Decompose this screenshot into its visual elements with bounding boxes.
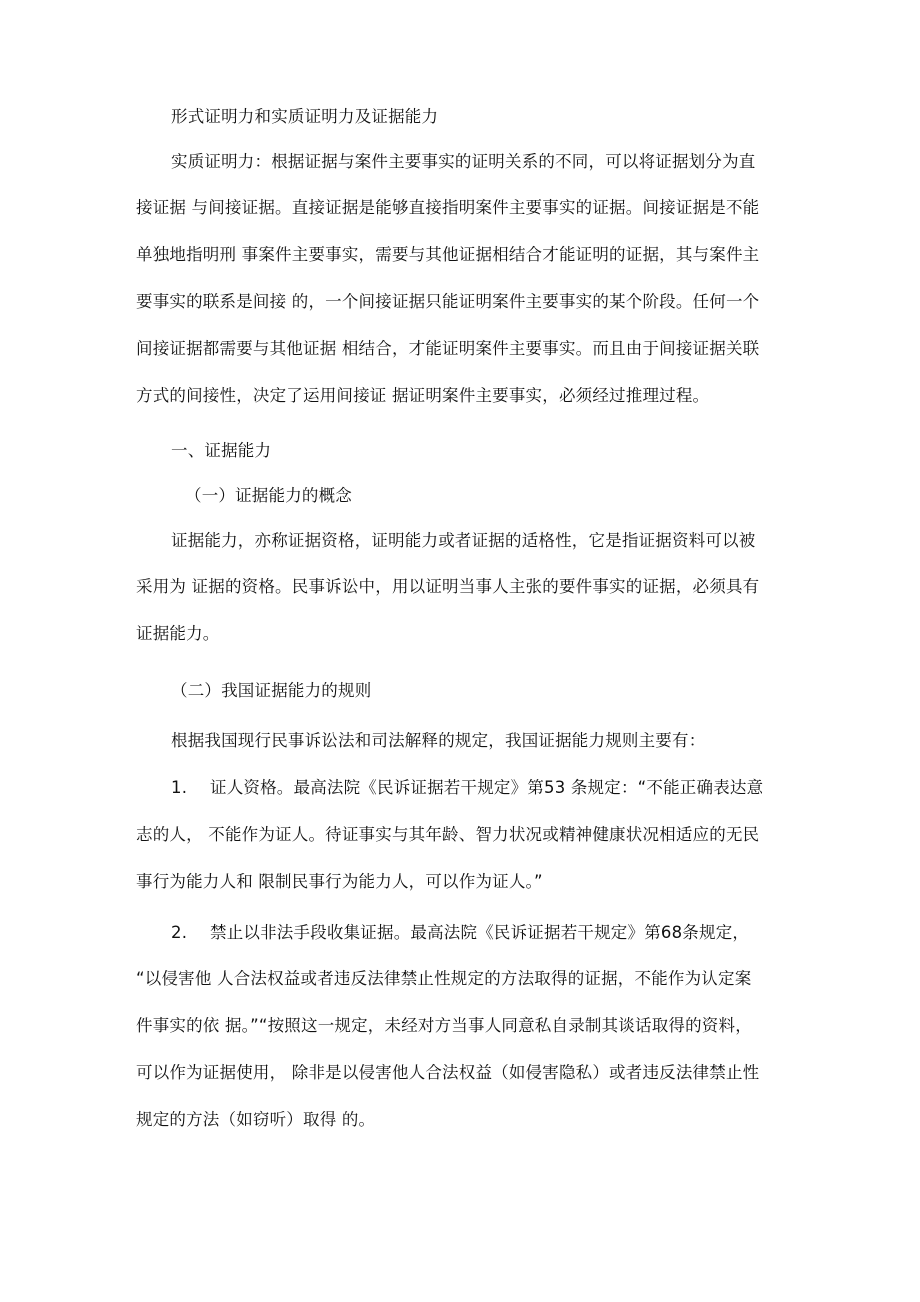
subsection-heading: （二）我国证据能力的规则 (171, 681, 372, 700)
list-number: 2. (171, 923, 188, 942)
paragraph-line: 证据能力。 (136, 624, 220, 643)
paragraph-line: 间接证据都需要与其他证据 相结合，才能证明案件主要事实。而且由于间接证据关联 (136, 339, 760, 358)
list-item-line: 件事实的依 据。”“按照这一规定，未经对方当事人同意私自录制其谈话取得的资料， (136, 1016, 752, 1035)
list-item-line: 志的人， 不能作为证人。待证事实与其年龄、智力状况或精神健康状况相适应的无民 (136, 825, 760, 844)
paragraph-line: 要事实的联系是间接 的，一个间接证据只能证明案件主要事实的某个阶段。任何一个 (136, 292, 760, 311)
section-heading: 一、证据能力 (171, 441, 272, 460)
subsection-heading: （一）证据能力的概念 (185, 486, 352, 505)
list-item-line: 可以作为证据使用， 除非是以侵害他人合法权益（如侵害隐私）或者违反法律禁止性 (136, 1063, 760, 1082)
paragraph-line: 根据我国现行民事诉讼法和司法解释的规定，我国证据能力规则主要有： (171, 731, 706, 750)
document-title: 形式证明力和实质证明力及证据能力 (171, 107, 439, 126)
paragraph-line: 实质证明力：根据证据与案件主要事实的证明关系的不同，可以将证据划分为直 (171, 152, 756, 171)
paragraph-line: 证据能力，亦称证据资格，证明能力或者证据的适格性，它是指证据资料可以被 (171, 531, 756, 550)
list-item-line: 禁止以非法手段收集证据。最高法院《民诉证据若干规定》第68条规定， (210, 923, 750, 942)
paragraph-line: 接证据 与间接证据。直接证据是能够直接指明案件主要事实的证据。间接证据是不能 (136, 198, 760, 217)
paragraph-line: 采用为 证据的资格。民事诉讼中，用以证明当事人主张的要件事实的证据，必须具有 (136, 577, 760, 596)
list-number: 1. (171, 778, 188, 797)
list-item-line: 规定的方法（如窃听）取得 的。 (136, 1110, 376, 1129)
list-item-line: 事行为能力人和 限制民事行为能力人，可以作为证人。” (136, 872, 543, 891)
paragraph-line: 方式的间接性，决定了运用间接证 据证明案件主要事实，必须经过推理过程。 (136, 386, 710, 405)
list-item-line: “以侵害他 人合法权益或者违反法律禁止性规定的方法取得的证据，不能作为认定案 (136, 969, 752, 988)
list-item-line: 证人资格。最高法院《民诉证据若干规定》第53 条规定：“不能正确表达意 (210, 778, 764, 797)
paragraph-line: 单独地指明刑 事案件主要事实，需要与其他证据相结合才能证明的证据，其与案件主 (136, 245, 760, 264)
